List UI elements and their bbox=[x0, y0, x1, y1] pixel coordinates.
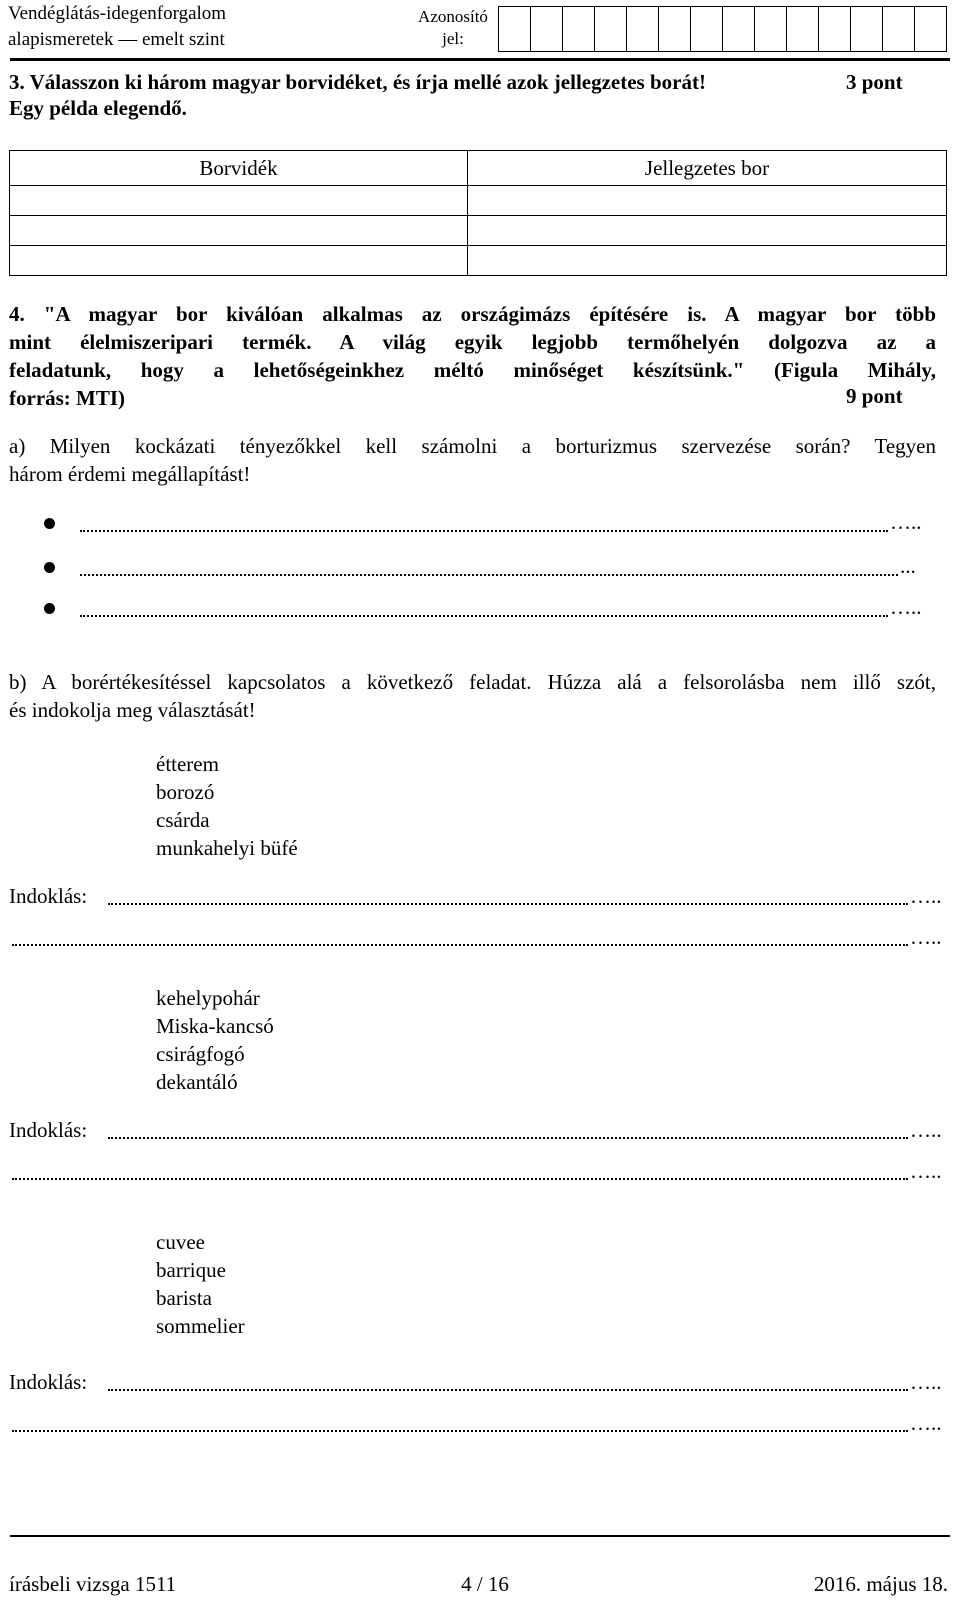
q4b-line1: b) A borértékesítéssel kapcsolatos a következő feladat. Húzza alá a felsorolásba nem illő szót, bbox=[9, 670, 936, 694]
word-option[interactable]: sommelier bbox=[156, 1314, 245, 1338]
id-box-2[interactable] bbox=[530, 6, 563, 52]
word-option[interactable]: étterem bbox=[156, 752, 219, 776]
answer-cell-region-1[interactable] bbox=[10, 186, 468, 216]
q4a-line2: három érdemi megállapítást! bbox=[9, 462, 251, 486]
id-label bbox=[412, 6, 494, 50]
q4-quote-line4: forrás: MTI) bbox=[9, 386, 126, 410]
id-box-12[interactable] bbox=[850, 6, 883, 52]
answer-line-a2-end: ... bbox=[900, 554, 916, 578]
answer-line-a2[interactable] bbox=[80, 574, 898, 576]
table-row bbox=[10, 216, 947, 246]
table-row bbox=[10, 246, 947, 276]
header-jellegzetes-bor: Jellegzetes bor bbox=[468, 151, 947, 186]
reason-line-3-1[interactable] bbox=[108, 1389, 908, 1391]
answer-line-a3-end: ….. bbox=[890, 595, 922, 619]
word-option[interactable]: csirágfogó bbox=[156, 1042, 245, 1066]
table-row bbox=[10, 186, 947, 216]
word-option[interactable]: cuvee bbox=[156, 1230, 205, 1254]
q4a-line1: a) Milyen kockázati tényezőkkel kell számolni a borturizmus szervezése során? Tegyen bbox=[9, 434, 936, 458]
reason-line-1-1[interactable] bbox=[108, 903, 908, 905]
word-option[interactable]: Miska-kancsó bbox=[156, 1014, 274, 1038]
reason-label: Indoklás: bbox=[9, 884, 88, 908]
id-box-13[interactable] bbox=[882, 6, 915, 52]
answer-cell-wine-2[interactable] bbox=[468, 216, 947, 246]
word-option[interactable]: csárda bbox=[156, 808, 210, 832]
id-box-6[interactable] bbox=[658, 6, 691, 52]
answer-cell-region-2[interactable] bbox=[10, 216, 468, 246]
answer-cell-wine-1[interactable] bbox=[468, 186, 947, 216]
header-borvidek: Borvidék bbox=[10, 151, 468, 186]
id-box-14[interactable] bbox=[914, 6, 947, 52]
reason-line-3-2[interactable] bbox=[12, 1430, 908, 1432]
id-label-line1: Azonosító bbox=[418, 7, 488, 26]
bullet-icon bbox=[44, 603, 55, 614]
id-label-line2: jel: bbox=[442, 29, 464, 48]
footer-exam-code: írásbeli vizsga 1511 bbox=[9, 1572, 177, 1596]
reason-line-2-1[interactable] bbox=[108, 1137, 908, 1139]
reason-line-2-2[interactable] bbox=[12, 1178, 908, 1180]
answer-line-a1-end: ….. bbox=[890, 510, 922, 534]
answer-cell-region-3[interactable] bbox=[10, 246, 468, 276]
id-box-1[interactable] bbox=[498, 6, 531, 52]
q3-subtitle: Egy példa elegendő. bbox=[9, 96, 187, 120]
id-box-9[interactable] bbox=[754, 6, 787, 52]
q4-quote-line3: feladatunk, hogy a lehetőségeinkhez méltó minőséget készítsünk." (Figula Mihály, bbox=[9, 358, 936, 382]
word-option[interactable]: kehelypohár bbox=[156, 986, 260, 1010]
q4b-line2: és indokolja meg választását! bbox=[9, 698, 256, 722]
footer-date: 2016. május 18. bbox=[813, 1572, 948, 1596]
q3-title: 3. Válasszon ki három magyar borvidéket, és írja mellé azok jellegzetes borát! bbox=[9, 70, 706, 94]
q4-quote-line2: mint élelmiszeripari termék. A világ egyik legjobb termőhelyén dolgozva az a bbox=[9, 330, 936, 354]
bullet-icon bbox=[44, 518, 55, 529]
reason-line-end: ….. bbox=[910, 1370, 942, 1394]
id-box-5[interactable] bbox=[626, 6, 659, 52]
word-option[interactable]: barrique bbox=[156, 1258, 226, 1282]
reason-line-end: ….. bbox=[910, 1411, 942, 1435]
answer-cell-wine-3[interactable] bbox=[468, 246, 947, 276]
q4-quote bbox=[9, 300, 936, 412]
reason-line-end: ….. bbox=[910, 884, 942, 908]
answer-line-a3[interactable] bbox=[80, 615, 888, 617]
reason-line-1-2[interactable] bbox=[12, 944, 908, 946]
word-option[interactable]: barista bbox=[156, 1286, 212, 1310]
id-box-7[interactable] bbox=[690, 6, 723, 52]
q4a-prompt bbox=[9, 432, 936, 488]
footer-page-number: 4 / 16 bbox=[461, 1572, 509, 1596]
id-box-11[interactable] bbox=[818, 6, 851, 52]
reason-line-end: ….. bbox=[910, 1159, 942, 1183]
q4b-prompt bbox=[9, 668, 936, 724]
reason-line-end: ….. bbox=[910, 1118, 942, 1142]
id-box-10[interactable] bbox=[786, 6, 819, 52]
bullet-icon bbox=[44, 562, 55, 573]
q4-quote-line1: 4. "A magyar bor kiválóan alkalmas az országimázs építésére is. A magyar bor több bbox=[9, 302, 936, 326]
reason-label: Indoklás: bbox=[9, 1118, 88, 1142]
q4-points: 9 pont bbox=[846, 384, 903, 408]
id-box-4[interactable] bbox=[594, 6, 627, 52]
word-option[interactable]: munkahelyi büfé bbox=[156, 836, 298, 860]
q3-points: 3 pont bbox=[846, 70, 903, 94]
id-box-3[interactable] bbox=[562, 6, 595, 52]
subject-title-line1: Vendéglátás-idegenforgalom bbox=[8, 3, 227, 24]
id-box-8[interactable] bbox=[722, 6, 755, 52]
reason-line-end: ….. bbox=[910, 925, 942, 949]
word-option[interactable]: dekantáló bbox=[156, 1070, 238, 1094]
wine-region-table bbox=[9, 150, 947, 276]
subject-title-line2: alapismeretek — emelt szint bbox=[8, 29, 225, 50]
answer-line-a1[interactable] bbox=[80, 530, 888, 532]
table-header-row bbox=[10, 151, 947, 186]
footer-divider bbox=[10, 1535, 950, 1537]
word-option[interactable]: borozó bbox=[156, 780, 215, 804]
reason-label: Indoklás: bbox=[9, 1370, 88, 1394]
header-divider bbox=[10, 58, 950, 61]
